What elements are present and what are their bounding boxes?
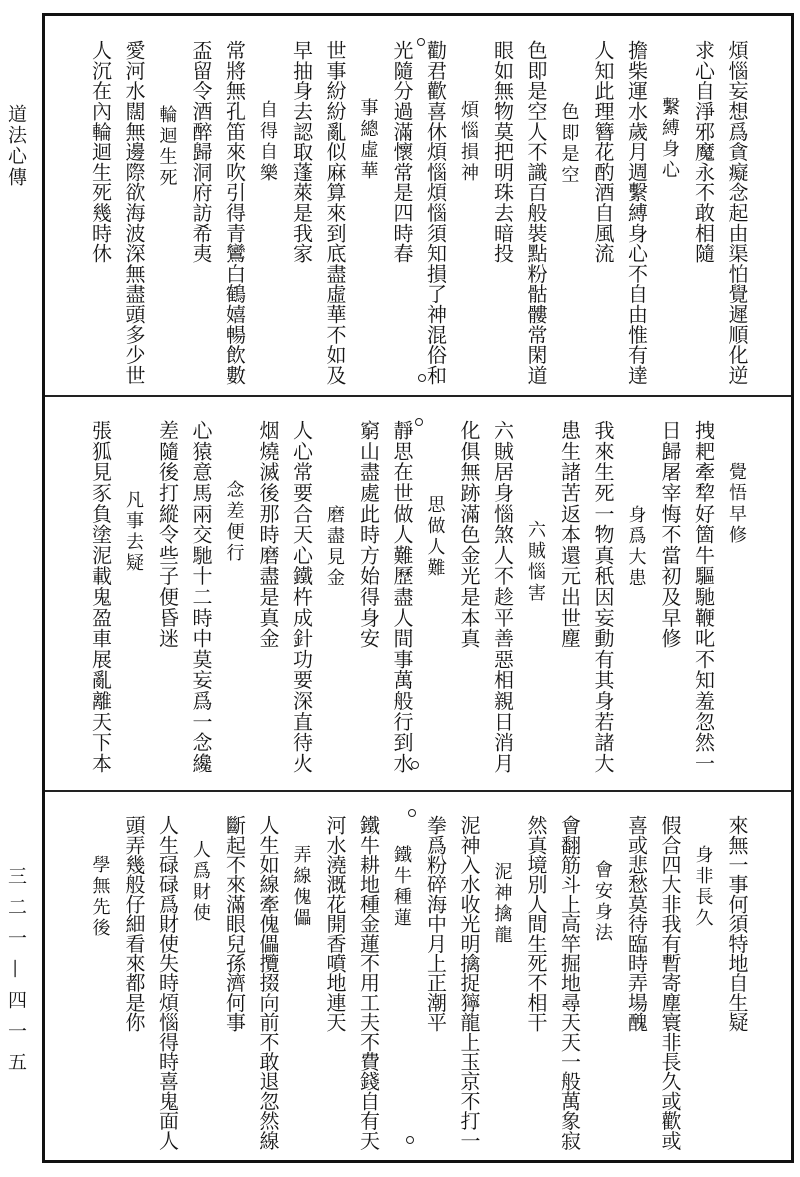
verse-line: 頭弄幾般仔細看來都是你 [122,815,146,1032]
poem-title: 凡事去疑 [123,490,144,574]
verse-line: 六賊居身惱煞人不趁平善惡相親日消月 [490,420,515,774]
verse-line: 張狐見豕負塗泥載鬼盈車展亂離天下本 [88,420,113,774]
poem-title: 事總虛華 [357,98,379,182]
circle-mark [406,1136,414,1144]
section-middle [45,397,791,790]
verse-line: 勸君歡喜休煩惱煩惱須知損了神混俗和 [423,40,448,386]
verse-line: 人生如線牽傀儡攬掇向前不敢退忽然線 [256,815,280,1150]
poem-title: 身非長久 [692,845,714,929]
verse-line: 早抽身去認取蓬萊是我家 [289,40,314,264]
verse-line: 色即是空人不識百般裝點粉骷髏常閑道 [524,40,548,386]
poem-title: 人爲財使 [190,840,211,924]
circle-mark [418,374,426,382]
verse-line: 常將無孔笛來吹引得青鸞白鶴嬉暢飲數 [222,40,247,386]
poem-title: 煩惱損神 [458,100,479,184]
poem-title: 會安身法 [592,860,613,944]
poem-title: 泥神擒龍 [491,862,513,946]
poem-title: 色即是空 [558,102,580,186]
verse-line: 人心常要合天心鐵杵成針功要深直待火 [289,420,314,774]
page-frame [42,13,794,1163]
poem-title: 繫縛身心 [659,97,680,181]
poem-title: 學無先後 [89,855,111,939]
verse-line: 人知此理簪花酌酒自風流 [591,40,615,264]
verse-line: 化俱無跡滿色金光是本真 [457,420,481,649]
poem-title: 思做人難 [424,495,446,579]
poem-title: 六賊惱害 [525,520,546,604]
poem-title: 弄線傀儡 [290,845,312,929]
book-title: 道法心傳 [5,104,27,188]
verse-line: 擔柴運水歲月週繫縛身心不自由惟有達 [624,40,649,386]
verse-line: 假合四大非我有暫寄塵寰非長久或歡或 [658,815,682,1150]
verse-line: 愛河水闊無邊際欲海波深無盡頭多少世 [122,40,146,386]
verse-line: 煩惱妄想爲貪癡念起由渠怕覺遲順化逆 [725,40,749,386]
poem-title: 鐵牛種蓮 [391,845,412,929]
section-bottom [45,792,791,1160]
circle-mark [408,809,416,817]
verse-line: 來無一事何須特地自生疑 [725,815,749,1032]
verse-line: 世事紛紛亂似麻算來到底盡虛華不如及 [323,40,347,386]
verse-line: 會翻筋斗上高竿掘地尋天天一般萬象寂 [557,815,582,1150]
verse-line: 盃留令酒醉歸洞府訪希夷 [189,40,213,264]
column-group [83,16,753,395]
verse-line: 光隨分過滿懷常是四時春 [390,40,414,264]
verse-line: 眼如無物莫把明珠去暗投 [490,40,515,264]
circle-mark [415,418,423,426]
verse-line: 日歸屠宰悔不當初及早修 [658,420,682,649]
verse-line: 靜思在世做人難歷盡人間事萬般行到水 [390,420,414,774]
verse-line: 心猿意馬兩交馳十二時中莫妄爲一念纔 [189,420,213,774]
page-number: 三二一—四一五 [5,866,27,1083]
circle-mark [417,38,425,46]
verse-line: 鐵牛耕地種金蓮不用工夫不費錢自有天 [356,815,381,1150]
verse-line: 拽耙牽犂好箇牛驅馳鞭叱不知羞忽然一 [691,420,716,774]
verse-line: 求心自淨邪魔永不敢相隨 [691,40,716,264]
poem-title: 身爲大患 [625,505,647,589]
poem-title: 念差便行 [223,480,245,564]
column-group [83,397,753,790]
verse-line: 泥神入水收光明擒捉獰龍上玉京不打一 [457,815,481,1150]
verse-line: 河水澆溉花開香噴地連天 [323,815,347,1032]
poem-title: 輪迴生死 [156,105,178,189]
verse-line: 人生碌碌爲財使失時煩惱得時喜鬼面人 [155,815,180,1150]
verse-line: 烟燒滅後那時磨盡是真金 [256,420,280,649]
circle-mark [411,761,419,769]
verse-line: 拳爲粉碎海中月上正潮平 [423,815,448,1032]
poem-title: 磨盡見金 [324,505,345,589]
verse-line: 斷起不來滿眼兒孫濟何事 [222,815,247,1032]
poem-title: 自得自樂 [257,100,278,184]
verse-line: 然真境別人間生死不相干 [524,815,548,1032]
verse-line: 我來生死一物真秖因妄動有其身若諸大 [591,420,615,774]
verse-line: 喜或悲愁莫待臨時弄場醜 [624,815,649,1032]
section-top [45,16,791,395]
verse-line: 窮山盡處此時方始得身安 [356,420,381,649]
column-group [83,792,753,1160]
verse-line: 人沉在內輪迴生死幾時休 [88,40,113,264]
poem-title: 覺悟早修 [726,462,747,546]
verse-line: 患生諸苦返本還元出世塵 [557,420,582,649]
verse-line: 差隨後打縱令些子便昏迷 [155,420,180,649]
